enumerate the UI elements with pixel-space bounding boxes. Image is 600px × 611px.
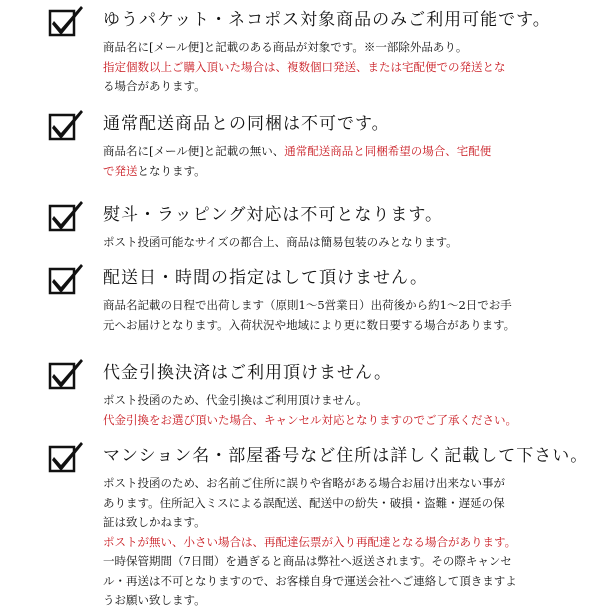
notice-line [103, 233, 593, 253]
notice-line [103, 162, 593, 182]
notice-line [103, 142, 593, 162]
notice-line [103, 316, 593, 336]
checkbox-checked-icon [48, 4, 86, 38]
note-text: あります。住所記入ミスによる誤配送、配送中の紛失・破損・盗難・遅延の保 [103, 495, 505, 510]
checkbox-checked-icon [48, 357, 86, 391]
note-text: ポスト投函のため、代金引換はご利用頂けません。 [103, 393, 368, 407]
notice-title: 配送日・時間の指定はして頂けません。 [103, 268, 429, 288]
note-text: 元へお届けとなります。入荷状況や地域により更に数日要する場合があります。 [103, 317, 516, 332]
note-text: る場合があります。 [103, 79, 206, 93]
notice-line [103, 533, 593, 553]
notice-line [103, 552, 593, 572]
notice-body [103, 38, 593, 97]
notice-line [103, 474, 593, 494]
note-text: 一時保管期間（7日間）を過ぎると商品は弊社へ返送されます。その際キャンセ [103, 554, 512, 568]
notice-body [103, 296, 593, 335]
warning-text: で発送 [103, 163, 138, 178]
notice-title: 代金引換決済はご利用頂けません。 [103, 363, 393, 383]
notice-line [103, 296, 593, 316]
note-text: うお願い致します。 [103, 593, 206, 607]
note-text: となります。 [137, 163, 206, 178]
checkbox-checked-icon [48, 440, 86, 474]
note-text: 商品名に[メール便]と記載のある商品が対象です。※一部除外品あり。 [103, 40, 468, 54]
note-text: ポスト投函のため、お名前ご住所に誤りや省略がある場合お届け出来ない事が [103, 476, 506, 490]
notice-title: ゆうパケット・ネコポス対象商品のみご利用可能です。 [103, 10, 551, 30]
checkbox-checked-icon [48, 262, 86, 296]
notice-body [103, 233, 593, 253]
warning-text: 代金引換をお選び頂いた場合、キャンセル対応となりますのでご了承ください。 [103, 412, 517, 427]
notice-line [103, 411, 593, 431]
notice-line [103, 494, 593, 514]
checkbox-checked-icon [48, 108, 86, 142]
notice-line [103, 38, 593, 58]
note-text: 証は致しかねます。 [103, 515, 206, 529]
warning-text: ポストが無い、小さい場合は、再配達伝票が入り再配達となる場合があります。 [103, 534, 517, 549]
notice-line [103, 58, 593, 78]
notice-line [103, 591, 593, 611]
notice-title: 熨斗・ラッピング対応は不可となります。 [103, 205, 443, 225]
notice-body [103, 391, 593, 430]
notice-title: マンション名・部屋番号など住所は詳しく記載して下さい。 [103, 446, 589, 466]
notice-title: 通常配送商品との同梱は不可です。 [103, 114, 390, 134]
notice-body [103, 474, 593, 611]
warning-text: 指定個数以上ご購入頂いた場合は、複数個口発送、または宅配便での発送とな [103, 59, 506, 74]
notice-line [103, 391, 593, 411]
checkbox-checked-icon [48, 199, 86, 233]
notice-line [103, 513, 593, 533]
warning-text: 通常配送商品と同梱希望の場合、宅配便 [284, 144, 492, 158]
notice-line [103, 77, 593, 97]
notice-line [103, 572, 593, 592]
notice-body [103, 142, 593, 181]
note-text: ポスト投函可能なサイズの都合上、商品は簡易包装のみとなります。 [103, 235, 458, 249]
note-text: ル・再送は不可となりますので、お客様自身で運送会社へご連絡して頂きますよ [103, 573, 517, 588]
note-text: 商品名に[メール便]と記載の無い、 [103, 144, 285, 158]
note-text: 商品名記載の日程で出荷します（原則1～5営業日）出荷後から約1～2日でお手 [103, 298, 512, 312]
